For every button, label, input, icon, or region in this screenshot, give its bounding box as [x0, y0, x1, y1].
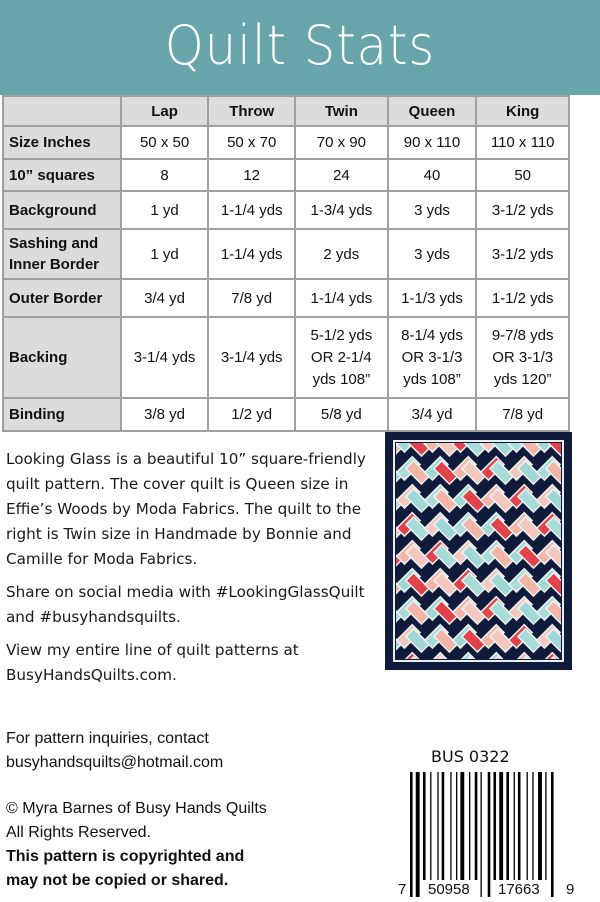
table-cell: 8: [121, 159, 209, 191]
row-label: Backing: [3, 317, 121, 398]
table-cell: 50 x 50: [121, 126, 209, 159]
table-header-row: [3, 96, 569, 126]
barcode-digit-first: 7: [398, 881, 407, 898]
table-cell: 2 yds: [295, 229, 388, 279]
row-label: Size Inches: [3, 126, 121, 159]
table-cell: 40: [388, 159, 477, 191]
copyright-warning-1: This pattern is copyrighted and: [6, 848, 245, 865]
column-header-throw: Throw: [208, 96, 295, 126]
table-cell: 5-1/2 yds OR 2-1/4 yds 108”: [295, 317, 388, 398]
quilt-stats-table: [2, 95, 570, 432]
copyright-notice: [6, 797, 386, 893]
column-header-twin: Twin: [295, 96, 388, 126]
table-cell: 50: [476, 159, 569, 191]
rights-reserved: All Rights Reserved.: [6, 824, 151, 841]
table-cell: 7/8 yd: [208, 279, 295, 317]
table-cell: 1-1/2 yds: [476, 279, 569, 317]
row-label: Outer Border: [3, 279, 121, 317]
quilt-image: [385, 432, 572, 670]
table-cell: 1-1/4 yds: [295, 279, 388, 317]
table-row: [3, 317, 569, 398]
table-cell: 3-1/4 yds: [208, 317, 295, 398]
social-media-paragraph: Share on social media with #LookingGlassQuilt and #busyhandsquilts.: [6, 583, 365, 626]
table-cell: 5/8 yd: [295, 398, 388, 431]
barcode-digits-left: 50958: [428, 881, 470, 898]
table-row: [3, 229, 569, 279]
table-row: [3, 159, 569, 191]
title-banner: [0, 0, 600, 95]
column-header-lap: Lap: [121, 96, 209, 126]
table-cell: 3/4 yd: [121, 279, 209, 317]
column-header-empty: [3, 96, 121, 126]
table-cell: 70 x 90: [295, 126, 388, 159]
table-cell: 1 yd: [121, 229, 209, 279]
table-row: [3, 279, 569, 317]
table-cell: 3 yds: [388, 191, 477, 229]
quilt-photo: [385, 432, 572, 670]
table-cell: 3/8 yd: [121, 398, 209, 431]
table-cell: 8-1/4 yds OR 3-1/3 yds 108”: [388, 317, 477, 398]
table-row: [3, 191, 569, 229]
contact-info: [6, 727, 386, 775]
website-paragraph: View my entire line of quilt patterns at BusyHandsQuilts.com.: [6, 641, 299, 684]
barcode-digit-last: 9: [566, 881, 575, 898]
row-label: 10” squares: [3, 159, 121, 191]
table-cell: 1-1/4 yds: [208, 191, 295, 229]
table-cell: 1/2 yd: [208, 398, 295, 431]
column-header-king: King: [476, 96, 569, 126]
description-paragraph: Looking Glass is a beautiful 10” square-friendly quilt pattern. The cover quilt is Queen size in Effie’s Woods by Moda Fabrics. The quilt to the right is Twin size in Handmade by Bonnie and Camille for Moda Fabrics.: [6, 450, 366, 568]
table-cell: 1-1/4 yds: [208, 229, 295, 279]
column-header-queen: Queen: [388, 96, 477, 126]
contact-email[interactable]: busyhandsquilts@hotmail.com: [6, 754, 224, 771]
product-sku: BUS 0322: [431, 747, 510, 766]
pattern-description: [6, 447, 386, 696]
table-cell: 3-1/2 yds: [476, 191, 569, 229]
table-cell: 7/8 yd: [476, 398, 569, 431]
barcode-icon: [396, 772, 576, 900]
table-row: [3, 398, 569, 431]
table-cell: 1-3/4 yds: [295, 191, 388, 229]
table-row: [3, 126, 569, 159]
table-cell: 1-1/3 yds: [388, 279, 477, 317]
table-cell: 50 x 70: [208, 126, 295, 159]
row-label: Sashing and Inner Border: [3, 229, 121, 279]
table-cell: 9-7/8 yds OR 3-1/3 yds 120”: [476, 317, 569, 398]
copyright-owner: © Myra Barnes of Busy Hands Quilts: [6, 800, 267, 817]
copyright-warning-2: may not be copied or shared.: [6, 872, 229, 889]
row-label: Background: [3, 191, 121, 229]
table-cell: 110 x 110: [476, 126, 569, 159]
table-cell: 3-1/4 yds: [121, 317, 209, 398]
row-label: Binding: [3, 398, 121, 431]
table-cell: 3/4 yd: [388, 398, 477, 431]
table-cell: 3 yds: [388, 229, 477, 279]
page-title: Quilt Stats: [164, 14, 436, 77]
table-cell: 1 yd: [121, 191, 209, 229]
barcode: [396, 772, 576, 900]
table-cell: 24: [295, 159, 388, 191]
table-cell: 90 x 110: [388, 126, 477, 159]
table-cell: 12: [208, 159, 295, 191]
contact-label: For pattern inquiries, contact: [6, 730, 209, 747]
barcode-digits-right: 17663: [498, 881, 540, 898]
table-cell: 3-1/2 yds: [476, 229, 569, 279]
